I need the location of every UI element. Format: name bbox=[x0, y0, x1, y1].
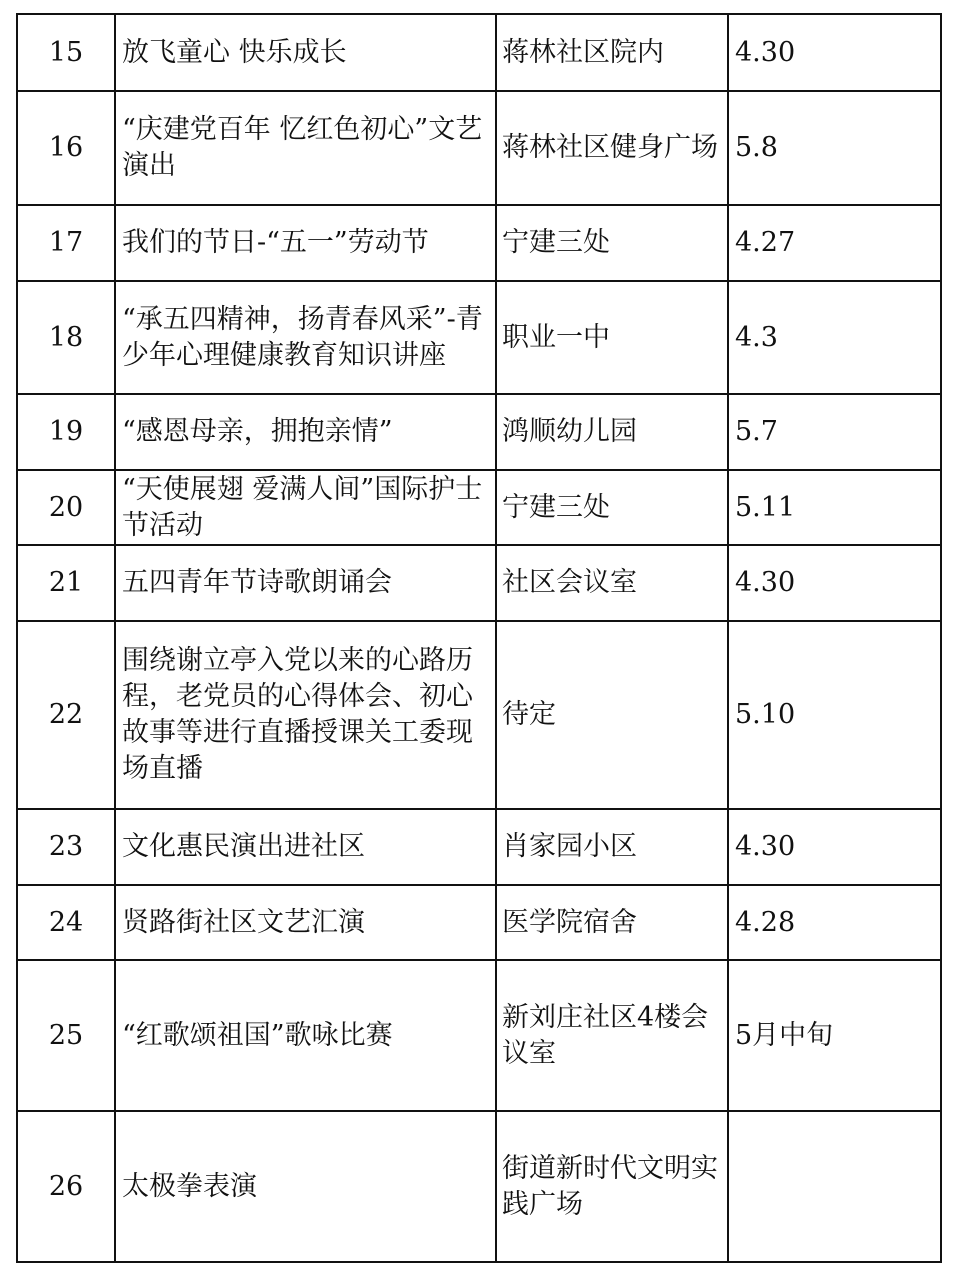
row-number: 21 bbox=[17, 545, 115, 621]
row-number: 23 bbox=[17, 809, 115, 885]
event-location: 街道新时代文明实践广场 bbox=[496, 1111, 728, 1262]
event-date: 5.10 bbox=[728, 621, 941, 809]
row-number: 20 bbox=[17, 470, 115, 545]
row-number: 17 bbox=[17, 205, 115, 281]
event-name: 五四青年节诗歌朗诵会 bbox=[115, 545, 496, 621]
event-date: 4.30 bbox=[728, 545, 941, 621]
row-number: 18 bbox=[17, 281, 115, 394]
event-name: “红歌颂祖国”歌咏比赛 bbox=[115, 960, 496, 1111]
event-date: 5.7 bbox=[728, 394, 941, 470]
table-row bbox=[17, 960, 941, 1111]
event-date: 4.30 bbox=[728, 14, 941, 91]
event-date: 5.8 bbox=[728, 91, 941, 205]
table-row bbox=[17, 14, 941, 91]
event-date bbox=[728, 1111, 941, 1262]
table-row bbox=[17, 470, 941, 545]
event-name: “承五四精神，扬青春风采”-青少年心理健康教育知识讲座 bbox=[115, 281, 496, 394]
table-row bbox=[17, 809, 941, 885]
table-row bbox=[17, 1111, 941, 1262]
event-location: 新刘庄社区4楼会议室 bbox=[496, 960, 728, 1111]
table-row bbox=[17, 621, 941, 809]
event-date: 5.11 bbox=[728, 470, 941, 545]
event-location: 肖家园小区 bbox=[496, 809, 728, 885]
event-date: 4.30 bbox=[728, 809, 941, 885]
row-number: 25 bbox=[17, 960, 115, 1111]
event-location: 宁建三处 bbox=[496, 205, 728, 281]
event-name: 贤路街社区文艺汇演 bbox=[115, 885, 496, 960]
event-name: 放飞童心 快乐成长 bbox=[115, 14, 496, 91]
event-name: 文化惠民演出进社区 bbox=[115, 809, 496, 885]
event-location: 社区会议室 bbox=[496, 545, 728, 621]
event-location: 职业一中 bbox=[496, 281, 728, 394]
event-name: 围绕谢立亭入党以来的心路历程，老党员的心得体会、初心故事等进行直播授课关工委现场直播 bbox=[115, 621, 496, 809]
event-location: 蒋林社区院内 bbox=[496, 14, 728, 91]
row-number: 22 bbox=[17, 621, 115, 809]
table-row bbox=[17, 281, 941, 394]
event-location: 鸿顺幼儿园 bbox=[496, 394, 728, 470]
table-row bbox=[17, 394, 941, 470]
table-row bbox=[17, 545, 941, 621]
event-date: 4.28 bbox=[728, 885, 941, 960]
event-location: 医学院宿舍 bbox=[496, 885, 728, 960]
event-date: 4.27 bbox=[728, 205, 941, 281]
event-name: “天使展翅 爱满人间”国际护士节活动 bbox=[115, 470, 496, 545]
row-number: 15 bbox=[17, 14, 115, 91]
row-number: 26 bbox=[17, 1111, 115, 1262]
row-number: 16 bbox=[17, 91, 115, 205]
event-location: 宁建三处 bbox=[496, 470, 728, 545]
event-location: 待定 bbox=[496, 621, 728, 809]
event-date: 4.3 bbox=[728, 281, 941, 394]
event-name: “庆建党百年 忆红色初心”文艺演出 bbox=[115, 91, 496, 205]
event-name: 太极拳表演 bbox=[115, 1111, 496, 1262]
event-name: 我们的节日-“五一”劳动节 bbox=[115, 205, 496, 281]
event-date: 5月中旬 bbox=[728, 960, 941, 1111]
events-table bbox=[16, 13, 942, 1263]
row-number: 24 bbox=[17, 885, 115, 960]
table-row bbox=[17, 205, 941, 281]
row-number: 19 bbox=[17, 394, 115, 470]
event-location: 蒋林社区健身广场 bbox=[496, 91, 728, 205]
table-row bbox=[17, 885, 941, 960]
table-row bbox=[17, 91, 941, 205]
event-name: “感恩母亲，拥抱亲情” bbox=[115, 394, 496, 470]
